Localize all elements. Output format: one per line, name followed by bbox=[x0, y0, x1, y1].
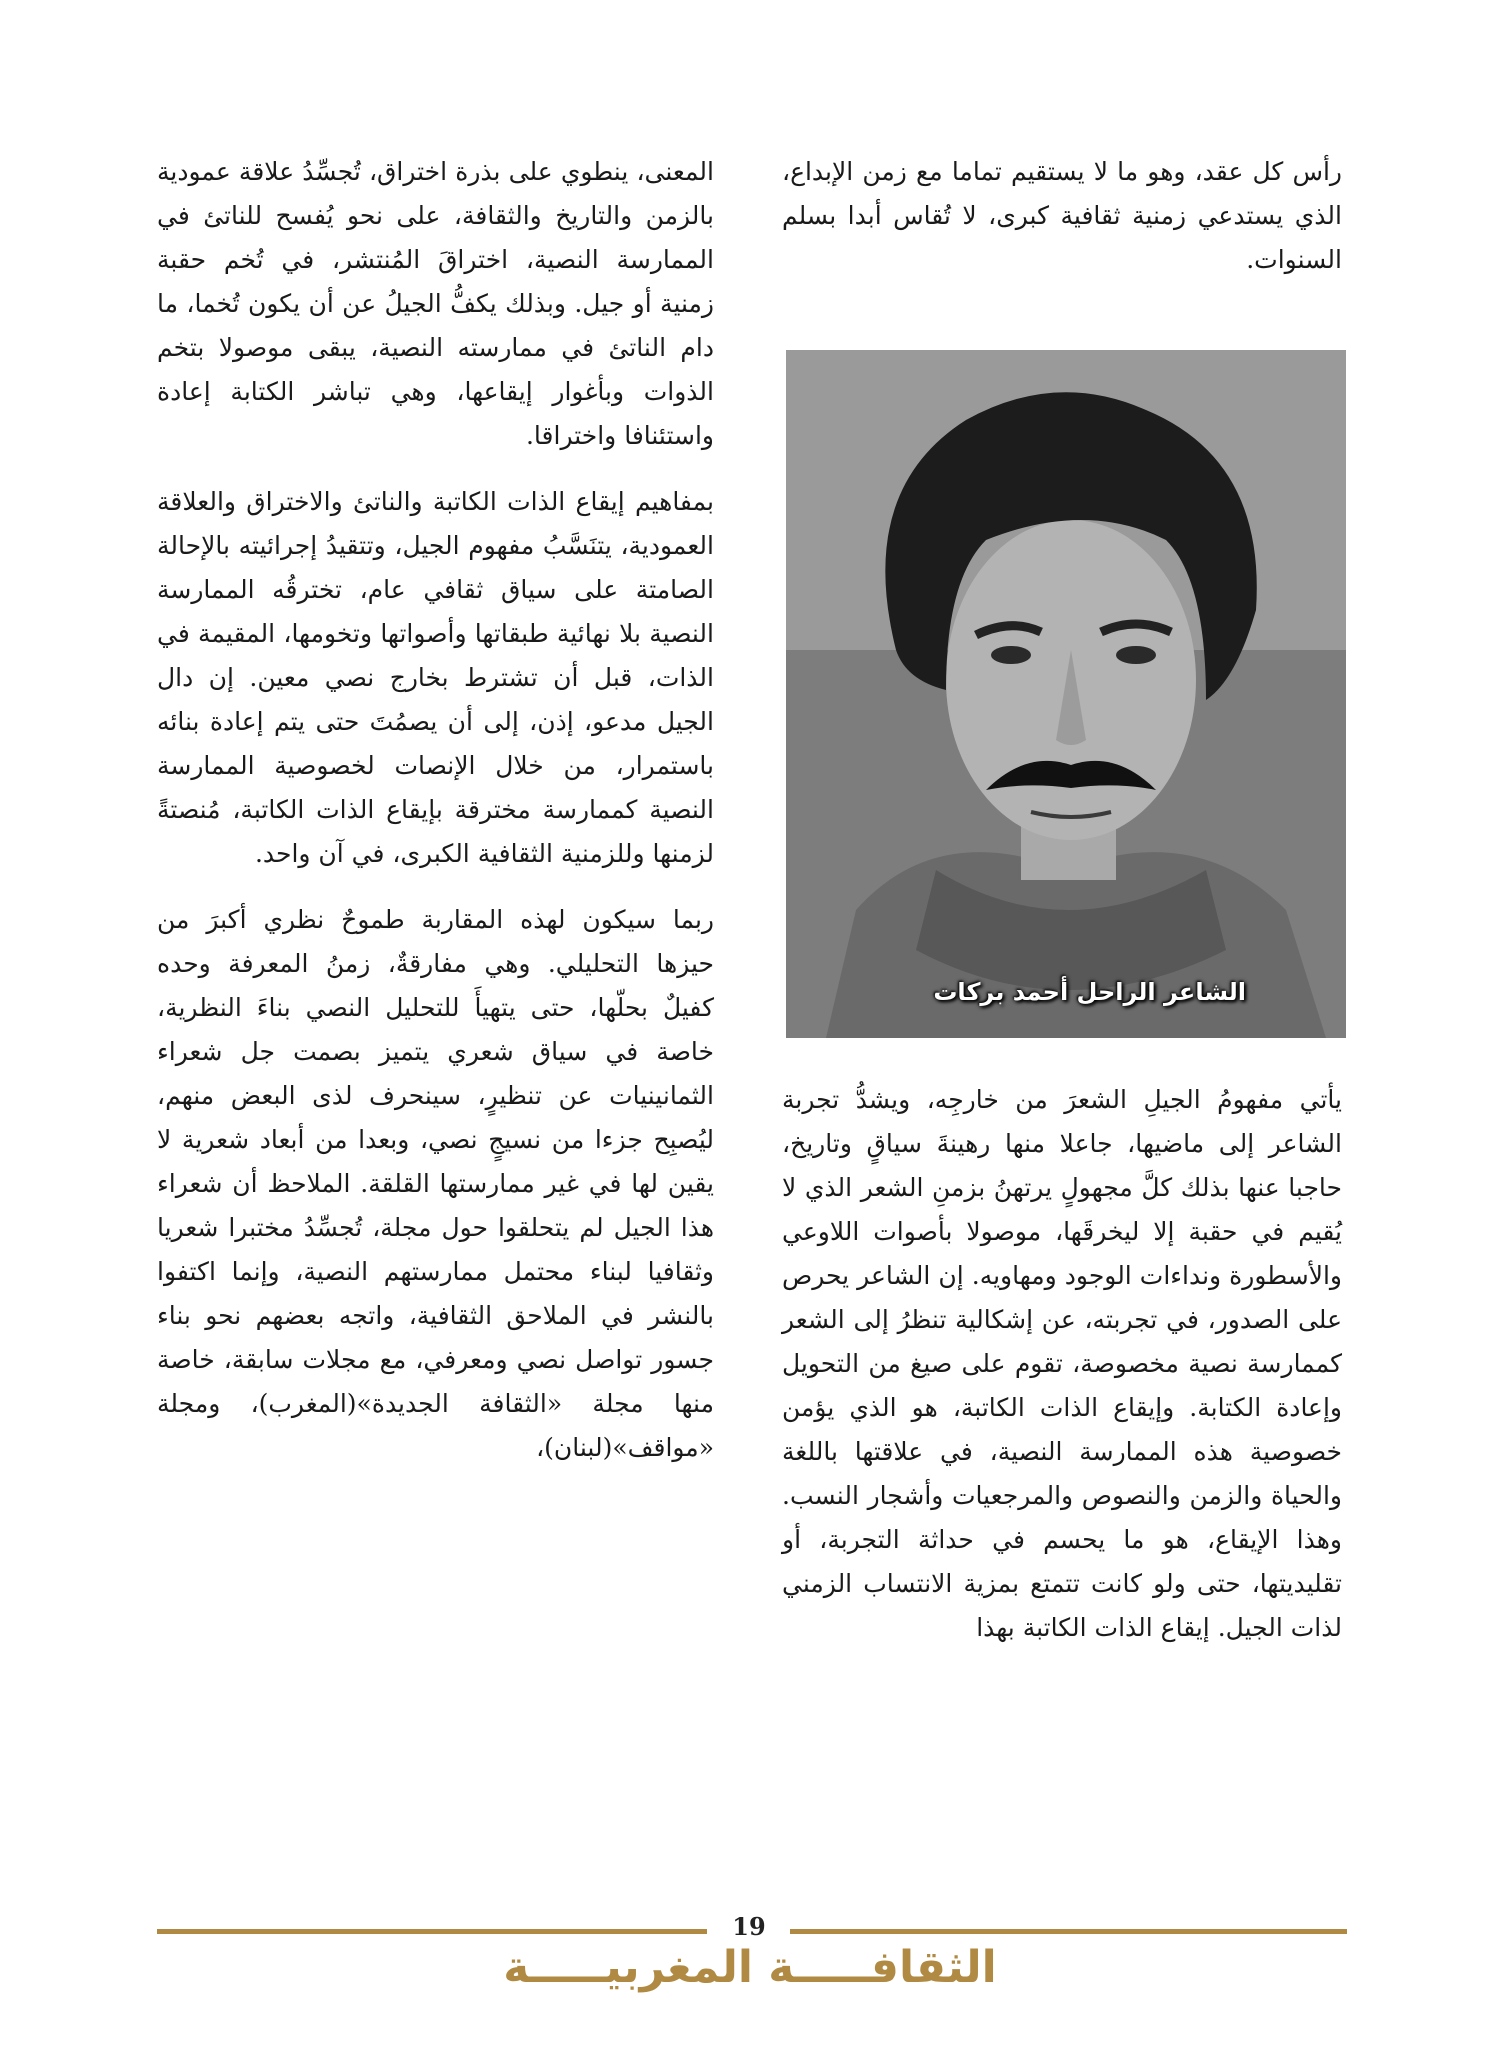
portrait-image bbox=[786, 350, 1346, 1038]
footer-rule-right bbox=[790, 1929, 1347, 1934]
left-column bbox=[157, 150, 714, 1492]
photo-caption: الشاعر الراحل أحمد بركات bbox=[933, 978, 1246, 1006]
right-column-bottom bbox=[782, 1078, 1342, 1672]
paragraph: بمفاهيم إيقاع الذات الكاتبة والناتئ والاختراق والعلاقة العمودية، يتنَسَّبُ مفهوم الجيل، وتتقيدُ إجرائيته بالإحالة الصامتة على سياق ثقافي عام، تخترقُه الممارسة النصية بلا نهائية طبقاتها وأصواتها وتخومها، المقيمة في الذات، قبل أن تشترط بخارج نصي معين. إن دال الجيل مدعو، إذن، إلى أن يصمُتَ حتى يتم إعادة بنائه باستمرار، من خلال الإنصات لخصوصية الممارسة النصية كممارسة مخترقة بإيقاع الذات الكاتبة، مُنصتةً لزمنها وللزمنية الثقافية الكبرى، في آن واحد. bbox=[157, 487, 714, 868]
paragraph: ربما سيكون لهذه المقاربة طموحٌ نظري أكبرَ من حيزها التحليلي. وهي مفارقةٌ، زمنُ المعرفة وحده كفيلٌ بحلّها، حتى يتهيأَ للتحليل النصي بناءَ النظرية، خاصة في سياق شعري يتميز بصمت جل شعراء الثمانينيات عن تنظيرٍ، سينحرف لذى البعض منهم، ليُصبِح جزءا من نسيجٍ نصي، وبعدا من أبعاد شعرية لا يقين لها في غير ممارستها القلقة. الملاحظ أن شعراء هذا الجيل لم يتحلقوا حول مجلة، تُجسِّدُ مختبرا شعريا وثقافيا لبناء محتمل ممارستهم النصية، وإنما اكتفوا بالنشر في الملاحق الثقافية، واتجه بعضهم نحو بناء جسور تواصل نصي ومعرفي، مع مجلات سابقة، خاصة منها مجلة «الثقافة الجديدة»(المغرب)، ومجلة «مواقف»(لبنان)، bbox=[157, 905, 714, 1462]
paragraph: رأس كل عقد، وهو ما لا يستقيم تماما مع زمن الإبداع، الذي يستدعي زمنية ثقافية كبرى، لا تُقاس أبدا بسلم السنوات. bbox=[782, 157, 1342, 274]
page-number: 19 bbox=[732, 1912, 766, 1941]
poet-photo bbox=[786, 350, 1346, 1038]
paragraph: يأتي مفهومُ الجيلِ الشعرَ من خارجِه، ويشدُّ تجربة الشاعر إلى ماضيها، جاعلا منها رهينةَ سياقٍ وتاريخ، حاجبا عنها بذلك كلَّ مجهولٍ يرتهنُ بزمنِ الشعر الذي لا يُقيم في حقبة إلا ليخرقَها، موصولا بأصوات اللاوعي والأسطورة ونداءات الوجود ومهاويه. إن الشاعر يحرص على الصدور، في تجربته، عن إشكالية تنظرُ إلى الشعر كممارسة نصية مخصوصة، تقوم على صيغ من التحويل وإعادة الكتابة. وإيقاع الذات الكاتبة، هو الذي يؤمن خصوصية هذه الممارسة النصية، في علاقتها باللغة والحياة والزمن والنصوص والمرجعيات وأشجار النسب. وهذا الإيقاع، هو ما يحسم في حداثة التجربة، أو تقليديتها، حتى ولو كانت تتمتع بمزية الانتساب الزمني لذات الجيل. إيقاع الذات الكاتبة بهذا bbox=[782, 1085, 1342, 1642]
right-column-top bbox=[782, 150, 1342, 304]
paragraph: المعنى، ينطوي على بذرة اختراق، تُجسِّدُ علاقة عمودية بالزمن والتاريخ والثقافة، على نحو يُفسح للناتئ في الممارسة النصية، اختراقَ المُنتشر، في تُخم حقبة زمنية أو جيل. وبذلك يكفُّ الجيلُ عن أن يكون تُخما، ما دام الناتئ في ممارسته النصية، يبقى موصولا بتخم الذوات وبأغوار إيقاعها، وهي تباشر الكتابة إعادة واستئنافا واختراقا. bbox=[157, 157, 714, 450]
magazine-title: الثقافـــــة المغربيـــــة bbox=[503, 1942, 997, 1993]
footer-rule-left bbox=[157, 1929, 707, 1934]
